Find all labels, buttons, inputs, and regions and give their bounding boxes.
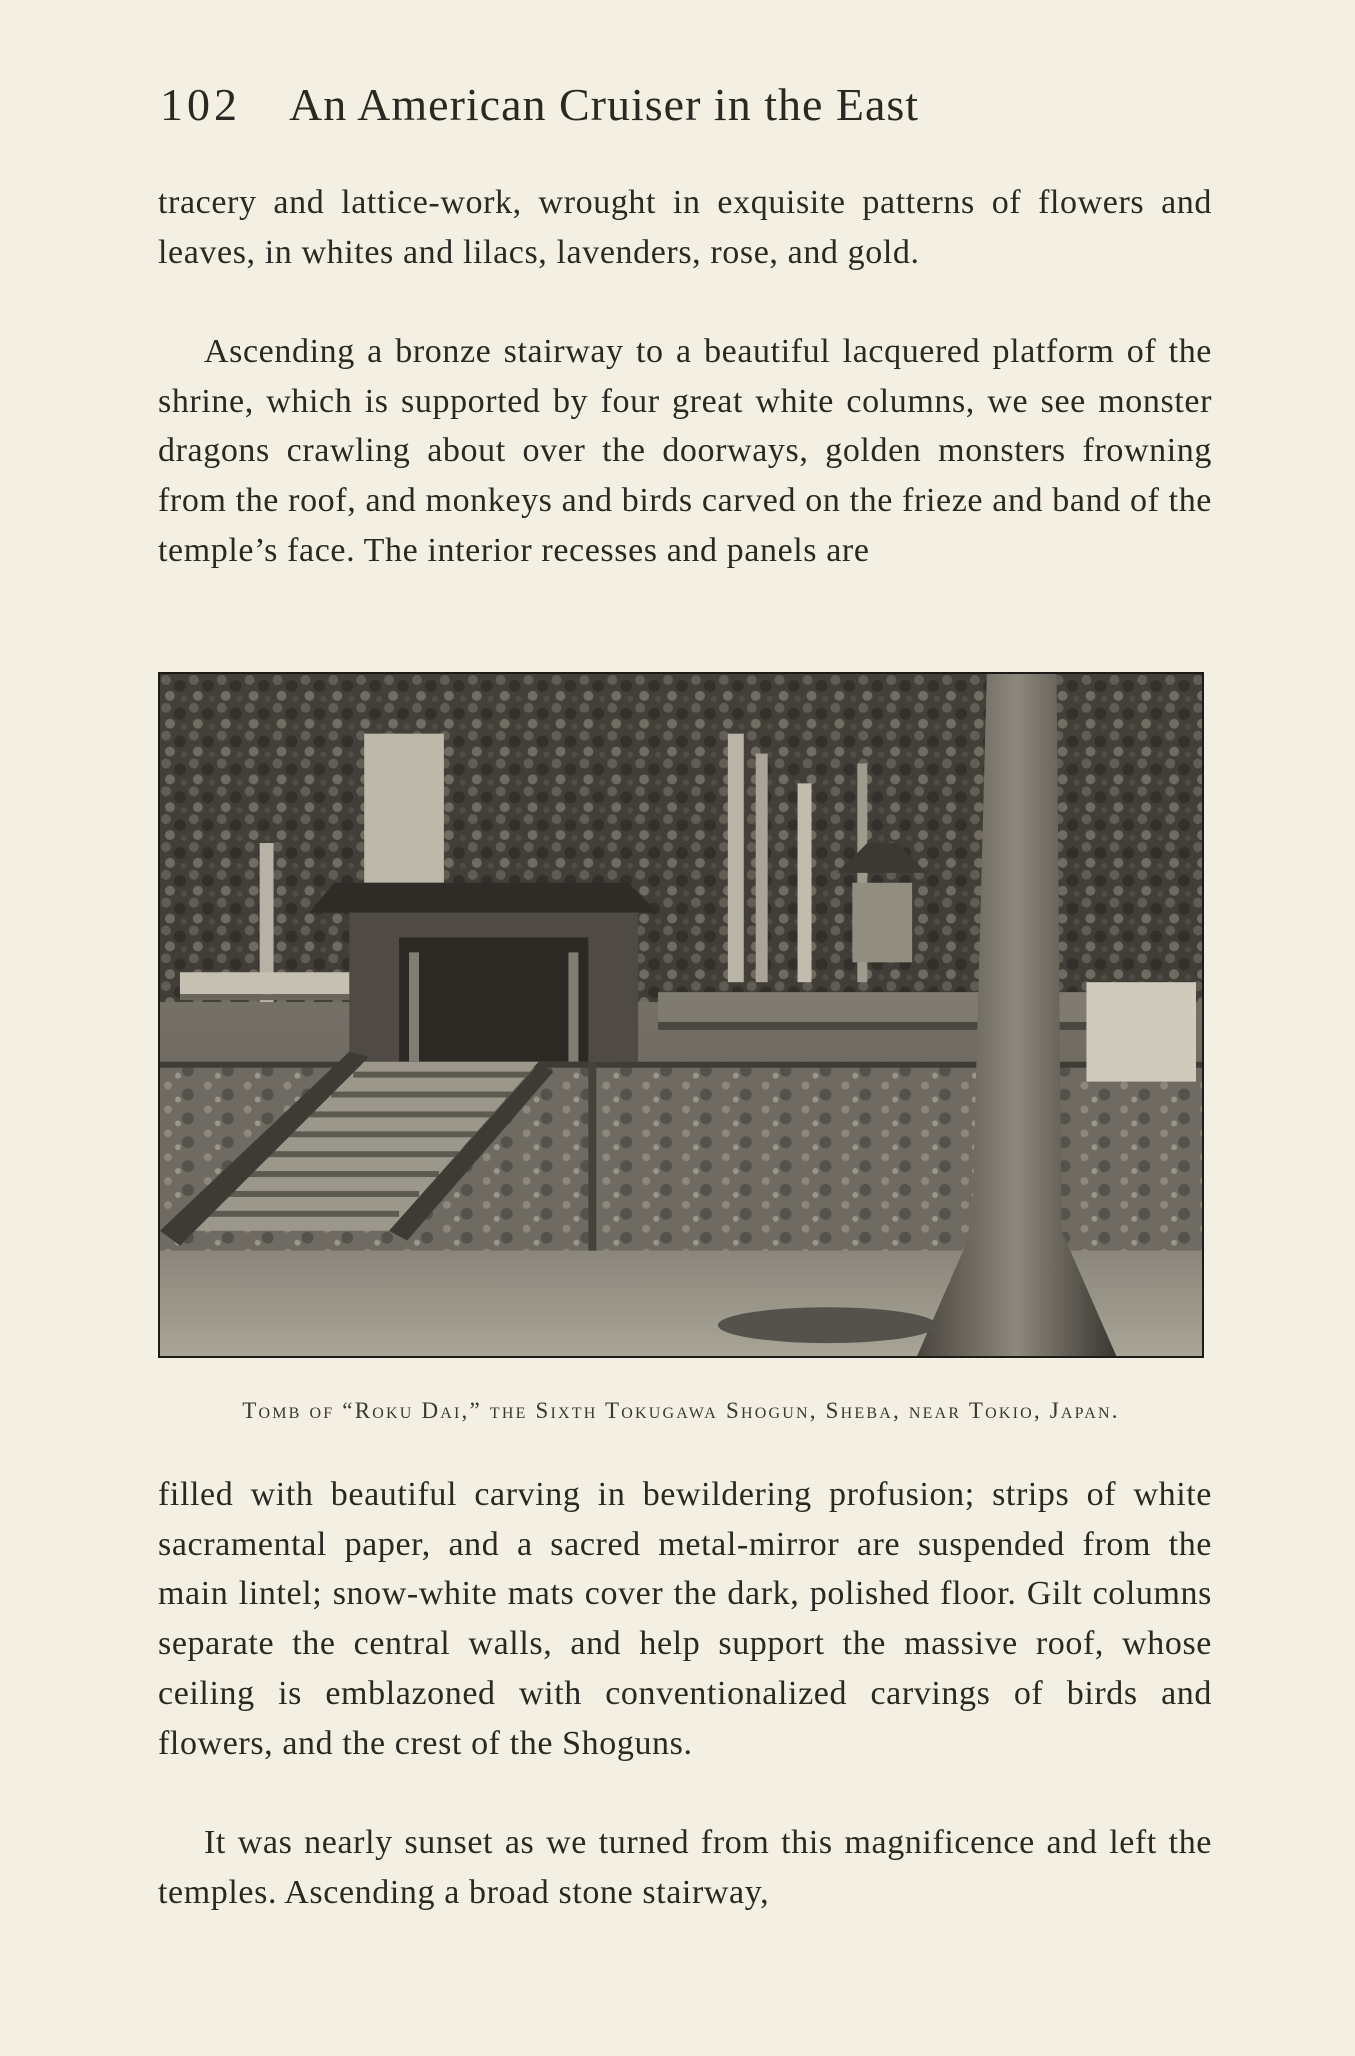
running-title: An American Cruiser in the East [288, 79, 920, 130]
paragraph-sunset: It was nearly sunset as we turned from this magnificence and left the temples. Ascending a broad stone stairway, [158, 1824, 1212, 1911]
photograph-illustration [160, 674, 1202, 1356]
photograph-tomb [158, 672, 1204, 1358]
page-number: 102 [160, 79, 241, 130]
paragraph-stairway: Ascending a bronze stairway to a beautiful lacquered platform of the shrine, which is supported by four great white columns, we see monster dragons crawling about over the doorways, golden monsters frowning from the roof, and monkeys and birds carved on the frieze and band of the temple’s face. The interior recesses and panels are [158, 333, 1212, 569]
running-head [160, 78, 1210, 131]
paragraph-interior: filled with beautiful carving in bewildering profusion; strips of white sacramental paper, and a sacred metal-mirror are suspended from the main lintel; snow-white mats cover the dark, polished floor. Gilt columns separate the central walls, and help support the massive roof, whose ceiling is emblazoned with conventionalized carvings of birds and flowers, and the crest of the Shoguns. [158, 1476, 1212, 1762]
paragraph-continued: tracery and lattice-work, wrought in exquisite patterns of flowers and leaves, in whites and lilacs, lavenders, rose, and gold. [158, 184, 1212, 271]
figure-caption: Tomb of “Roku Dai,” the Sixth Tokugawa Shogun, Sheba, near Tokio, Japan. [242, 1398, 1120, 1423]
